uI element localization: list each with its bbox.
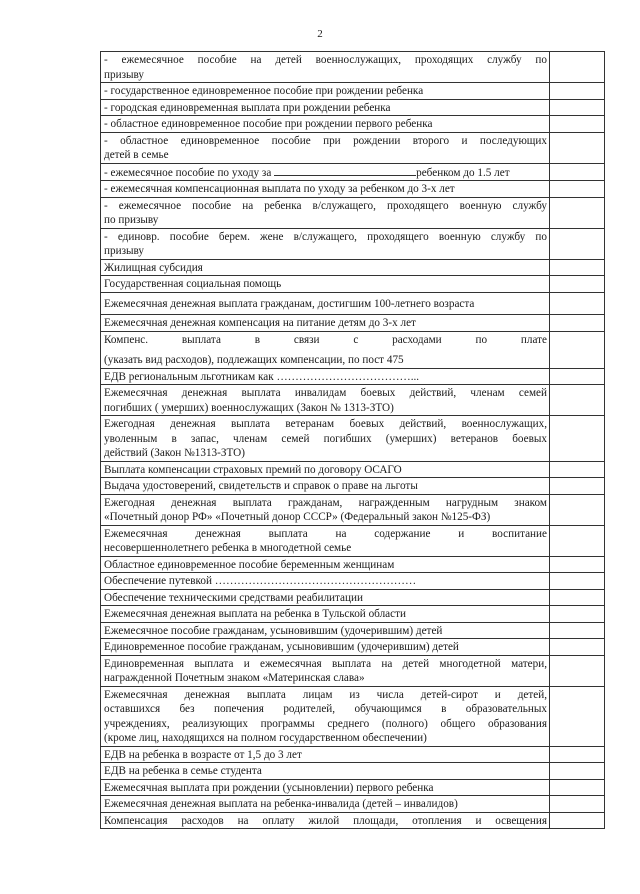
cell-text: - государственное единовременное пособие при рождении ребенка bbox=[104, 85, 424, 97]
table-row bbox=[101, 573, 605, 590]
empty-cell bbox=[550, 556, 605, 573]
empty-cell bbox=[550, 655, 605, 686]
empty-cell bbox=[550, 606, 605, 623]
empty-cell bbox=[550, 763, 605, 780]
benefit-cell bbox=[101, 796, 550, 813]
cell-text: «Почетный донор РФ» «Почетный донор СССР» (Федеральный закон №125-ФЗ) bbox=[104, 511, 491, 523]
cell-text: Ежемесячная денежная выплата инвалидам боевых действий, членам семей bbox=[104, 387, 547, 399]
table-row bbox=[101, 163, 605, 181]
cell-text-part: - ежемесячное пособие по уходу за bbox=[104, 166, 272, 179]
cell-text: Единовременная выплата и ежемесячная выплата на детей многодетной матери, bbox=[104, 657, 547, 670]
cell-text: действий (Закон №1313-ЗТО) bbox=[104, 447, 245, 459]
empty-cell bbox=[550, 573, 605, 590]
empty-cell bbox=[550, 779, 605, 796]
benefit-cell bbox=[101, 589, 550, 606]
empty-cell bbox=[550, 639, 605, 656]
benefit-cell bbox=[101, 525, 550, 556]
benefit-cell bbox=[101, 83, 550, 100]
cell-text: Жилищная субсидия bbox=[104, 261, 203, 274]
empty-cell bbox=[550, 197, 605, 228]
table-row bbox=[101, 83, 605, 100]
table-row bbox=[101, 796, 605, 813]
empty-cell bbox=[550, 181, 605, 198]
empty-cell bbox=[550, 276, 605, 293]
benefit-cell bbox=[101, 655, 550, 686]
table-row bbox=[101, 525, 605, 556]
cell-text: ЕДВ на ребенка в возрасте от 1,5 до 3 лет bbox=[104, 748, 302, 761]
empty-cell bbox=[550, 686, 605, 746]
table-row bbox=[101, 259, 605, 276]
empty-cell bbox=[550, 52, 605, 83]
empty-cell bbox=[550, 116, 605, 133]
empty-cell bbox=[550, 292, 605, 315]
empty-cell bbox=[550, 385, 605, 416]
empty-cell bbox=[550, 812, 605, 829]
empty-cell bbox=[550, 99, 605, 116]
benefit-cell bbox=[101, 461, 550, 478]
cell-text: - ежемесячное пособие на детей военнослужащих, проходящих службу по bbox=[104, 54, 547, 66]
table-row bbox=[101, 494, 605, 525]
benefit-cell bbox=[101, 622, 550, 639]
table-row bbox=[101, 99, 605, 116]
cell-text: Областное единовременное пособие беременным женщинам bbox=[104, 558, 395, 571]
benefit-cell bbox=[101, 197, 550, 228]
cell-text: оставшихся без попечения родителей, обучающимся в образовательных bbox=[104, 703, 547, 715]
cell-text: погибших ( умерших) военнослужащих (Закон № 1313-ЗТО) bbox=[104, 401, 394, 414]
benefit-cell bbox=[101, 163, 550, 181]
benefit-cell bbox=[101, 812, 550, 829]
benefit-cell bbox=[101, 116, 550, 133]
benefit-cell bbox=[101, 763, 550, 780]
table-row bbox=[101, 276, 605, 293]
benefit-cell bbox=[101, 99, 550, 116]
cell-text: несовершеннолетнего ребенка в многодетной семье bbox=[104, 542, 352, 554]
empty-cell bbox=[550, 461, 605, 478]
empty-cell bbox=[550, 315, 605, 332]
table-row bbox=[101, 763, 605, 780]
benefit-cell bbox=[101, 331, 550, 368]
table-row bbox=[101, 292, 605, 315]
empty-cell bbox=[550, 589, 605, 606]
cell-text: призыву bbox=[104, 68, 144, 81]
table-row bbox=[101, 228, 605, 259]
empty-cell bbox=[550, 259, 605, 276]
cell-text: Обеспечение путевкой ……………………………………………… bbox=[104, 575, 417, 587]
benefits-table bbox=[100, 51, 605, 829]
cell-text: Выплата компенсации страховых премий по договору ОСАГО bbox=[104, 463, 402, 476]
cell-text: уволенным в запас, членам семей погибших (умерших) ветеранов боевых bbox=[104, 432, 547, 445]
table-row bbox=[101, 589, 605, 606]
empty-cell bbox=[550, 163, 605, 181]
cell-text: Ежемесячная денежная выплата лицам из числа детей-сирот и детей, bbox=[104, 688, 547, 701]
cell-text: ЕДВ региональным льготникам как ………………………………... bbox=[104, 370, 420, 383]
benefit-cell bbox=[101, 494, 550, 525]
table-row bbox=[101, 812, 605, 829]
cell-text: Ежемесячная выплата при рождении (усыновлении) первого ребенка bbox=[104, 781, 434, 794]
cell-text: Ежемесячная денежная выплата на ребенка в Тульской области bbox=[104, 608, 406, 620]
table-row bbox=[101, 622, 605, 639]
cell-text: Ежемесячная денежная компенсация на питание детям до 3-х лет bbox=[104, 317, 416, 329]
benefit-cell bbox=[101, 573, 550, 590]
empty-cell bbox=[550, 622, 605, 639]
cell-text: Компенсация расходов на оплату жилой площади, отопления и освещения bbox=[104, 814, 547, 827]
table-row bbox=[101, 197, 605, 228]
table-row bbox=[101, 181, 605, 198]
table-row bbox=[101, 686, 605, 746]
table-row bbox=[101, 315, 605, 332]
table-row bbox=[101, 416, 605, 462]
cell-text: Ежемесячная денежная выплата гражданам, достигшим 100-летнего возраста bbox=[104, 297, 475, 310]
table-row bbox=[101, 461, 605, 478]
cell-text: учреждениях, реализующих программы среднего (полного) общего образования bbox=[104, 717, 547, 730]
table-row bbox=[101, 556, 605, 573]
benefit-cell bbox=[101, 276, 550, 293]
empty-cell bbox=[550, 494, 605, 525]
cell-text bbox=[104, 165, 547, 181]
table-row bbox=[101, 779, 605, 796]
cell-text: Ежемесячная денежная выплата на ребенка-инвалида (детей – инвалидов) bbox=[104, 798, 458, 810]
cell-text: (кроме лиц, находящихся на полном государственном обеспечении) bbox=[104, 732, 427, 744]
table-row bbox=[101, 331, 605, 368]
cell-text: Ежемесячное пособие гражданам, усыновившим (удочерившим) детей bbox=[104, 624, 443, 637]
cell-text: - областное единовременное пособие при рождении второго и последующих bbox=[104, 134, 547, 147]
benefit-cell bbox=[101, 779, 550, 796]
benefit-cell bbox=[101, 368, 550, 385]
cell-text: Обеспечение техническими средствами реабилитации bbox=[104, 591, 363, 604]
cell-text: - ежемесячная компенсационная выплата по уходу за ребенком до 3-х лет bbox=[104, 183, 455, 195]
empty-cell bbox=[550, 83, 605, 100]
benefit-cell bbox=[101, 259, 550, 276]
benefit-cell bbox=[101, 686, 550, 746]
table-row bbox=[101, 132, 605, 163]
table-row bbox=[101, 606, 605, 623]
benefit-cell bbox=[101, 228, 550, 259]
empty-cell bbox=[550, 132, 605, 163]
cell-text: по призыву bbox=[104, 214, 159, 226]
benefit-cell bbox=[101, 556, 550, 573]
cell-text: (указать вид расходов), подлежащих компенсации, по пост 475 bbox=[104, 354, 404, 366]
empty-cell bbox=[550, 416, 605, 462]
benefit-cell bbox=[101, 385, 550, 416]
cell-text: Единовременное пособие гражданам, усыновившим (удочерившим) детей bbox=[104, 641, 459, 653]
table-row bbox=[101, 116, 605, 133]
table-row bbox=[101, 52, 605, 83]
table-row bbox=[101, 655, 605, 686]
benefit-cell bbox=[101, 416, 550, 462]
cell-text: Выдача удостоверений, свидетельств и справок о праве на льготы bbox=[104, 480, 418, 492]
blank-line bbox=[274, 165, 416, 176]
empty-cell bbox=[550, 331, 605, 368]
page-number: 2 bbox=[317, 28, 323, 40]
cell-text: - областное единовременное пособие при рождении первого ребенка bbox=[104, 118, 433, 130]
empty-cell bbox=[550, 525, 605, 556]
table-row bbox=[101, 639, 605, 656]
benefit-cell bbox=[101, 639, 550, 656]
benefit-cell bbox=[101, 746, 550, 763]
cell-text: Компенс. выплата в связи с расходами по плате bbox=[104, 333, 547, 346]
benefit-cell bbox=[101, 478, 550, 495]
benefit-cell bbox=[101, 181, 550, 198]
cell-text-part: ребенком до 1.5 лет bbox=[416, 166, 510, 179]
empty-cell bbox=[550, 228, 605, 259]
cell-text: ЕДВ на ребенка в семье студента bbox=[104, 765, 262, 777]
empty-cell bbox=[550, 796, 605, 813]
empty-cell bbox=[550, 746, 605, 763]
benefit-cell bbox=[101, 315, 550, 332]
cell-text: - единовр. пособие берем. жене в/служащего, проходящего военную службу по bbox=[104, 230, 547, 243]
cell-text: Государственная социальная помощь bbox=[104, 278, 282, 290]
table-row bbox=[101, 746, 605, 763]
empty-cell bbox=[550, 478, 605, 495]
cell-text: Ежемесячная денежная выплата на содержание и воспитание bbox=[104, 527, 547, 540]
benefit-cell bbox=[101, 52, 550, 83]
cell-text: награжденной Почетным знаком «Материнская слава» bbox=[104, 672, 365, 684]
table-row bbox=[101, 385, 605, 416]
cell-text: - ежемесячное пособие на ребенка в/служащего, проходящего военную службу bbox=[104, 199, 547, 212]
cell-text: Ежегодная денежная выплата гражданам, награжденным нагрудным знаком bbox=[104, 496, 547, 509]
cell-text: призыву bbox=[104, 245, 144, 257]
cell-text: Ежегодная денежная выплата ветеранам боевых действий, военнослужащих, bbox=[104, 418, 547, 430]
benefit-cell bbox=[101, 132, 550, 163]
table-row bbox=[101, 368, 605, 385]
cell-text: - городская единовременная выплата при рождении ребенка bbox=[104, 101, 391, 114]
cell-text: детей в семье bbox=[104, 149, 169, 161]
benefit-cell bbox=[101, 606, 550, 623]
benefit-cell bbox=[101, 292, 550, 315]
table-row bbox=[101, 478, 605, 495]
empty-cell bbox=[550, 368, 605, 385]
